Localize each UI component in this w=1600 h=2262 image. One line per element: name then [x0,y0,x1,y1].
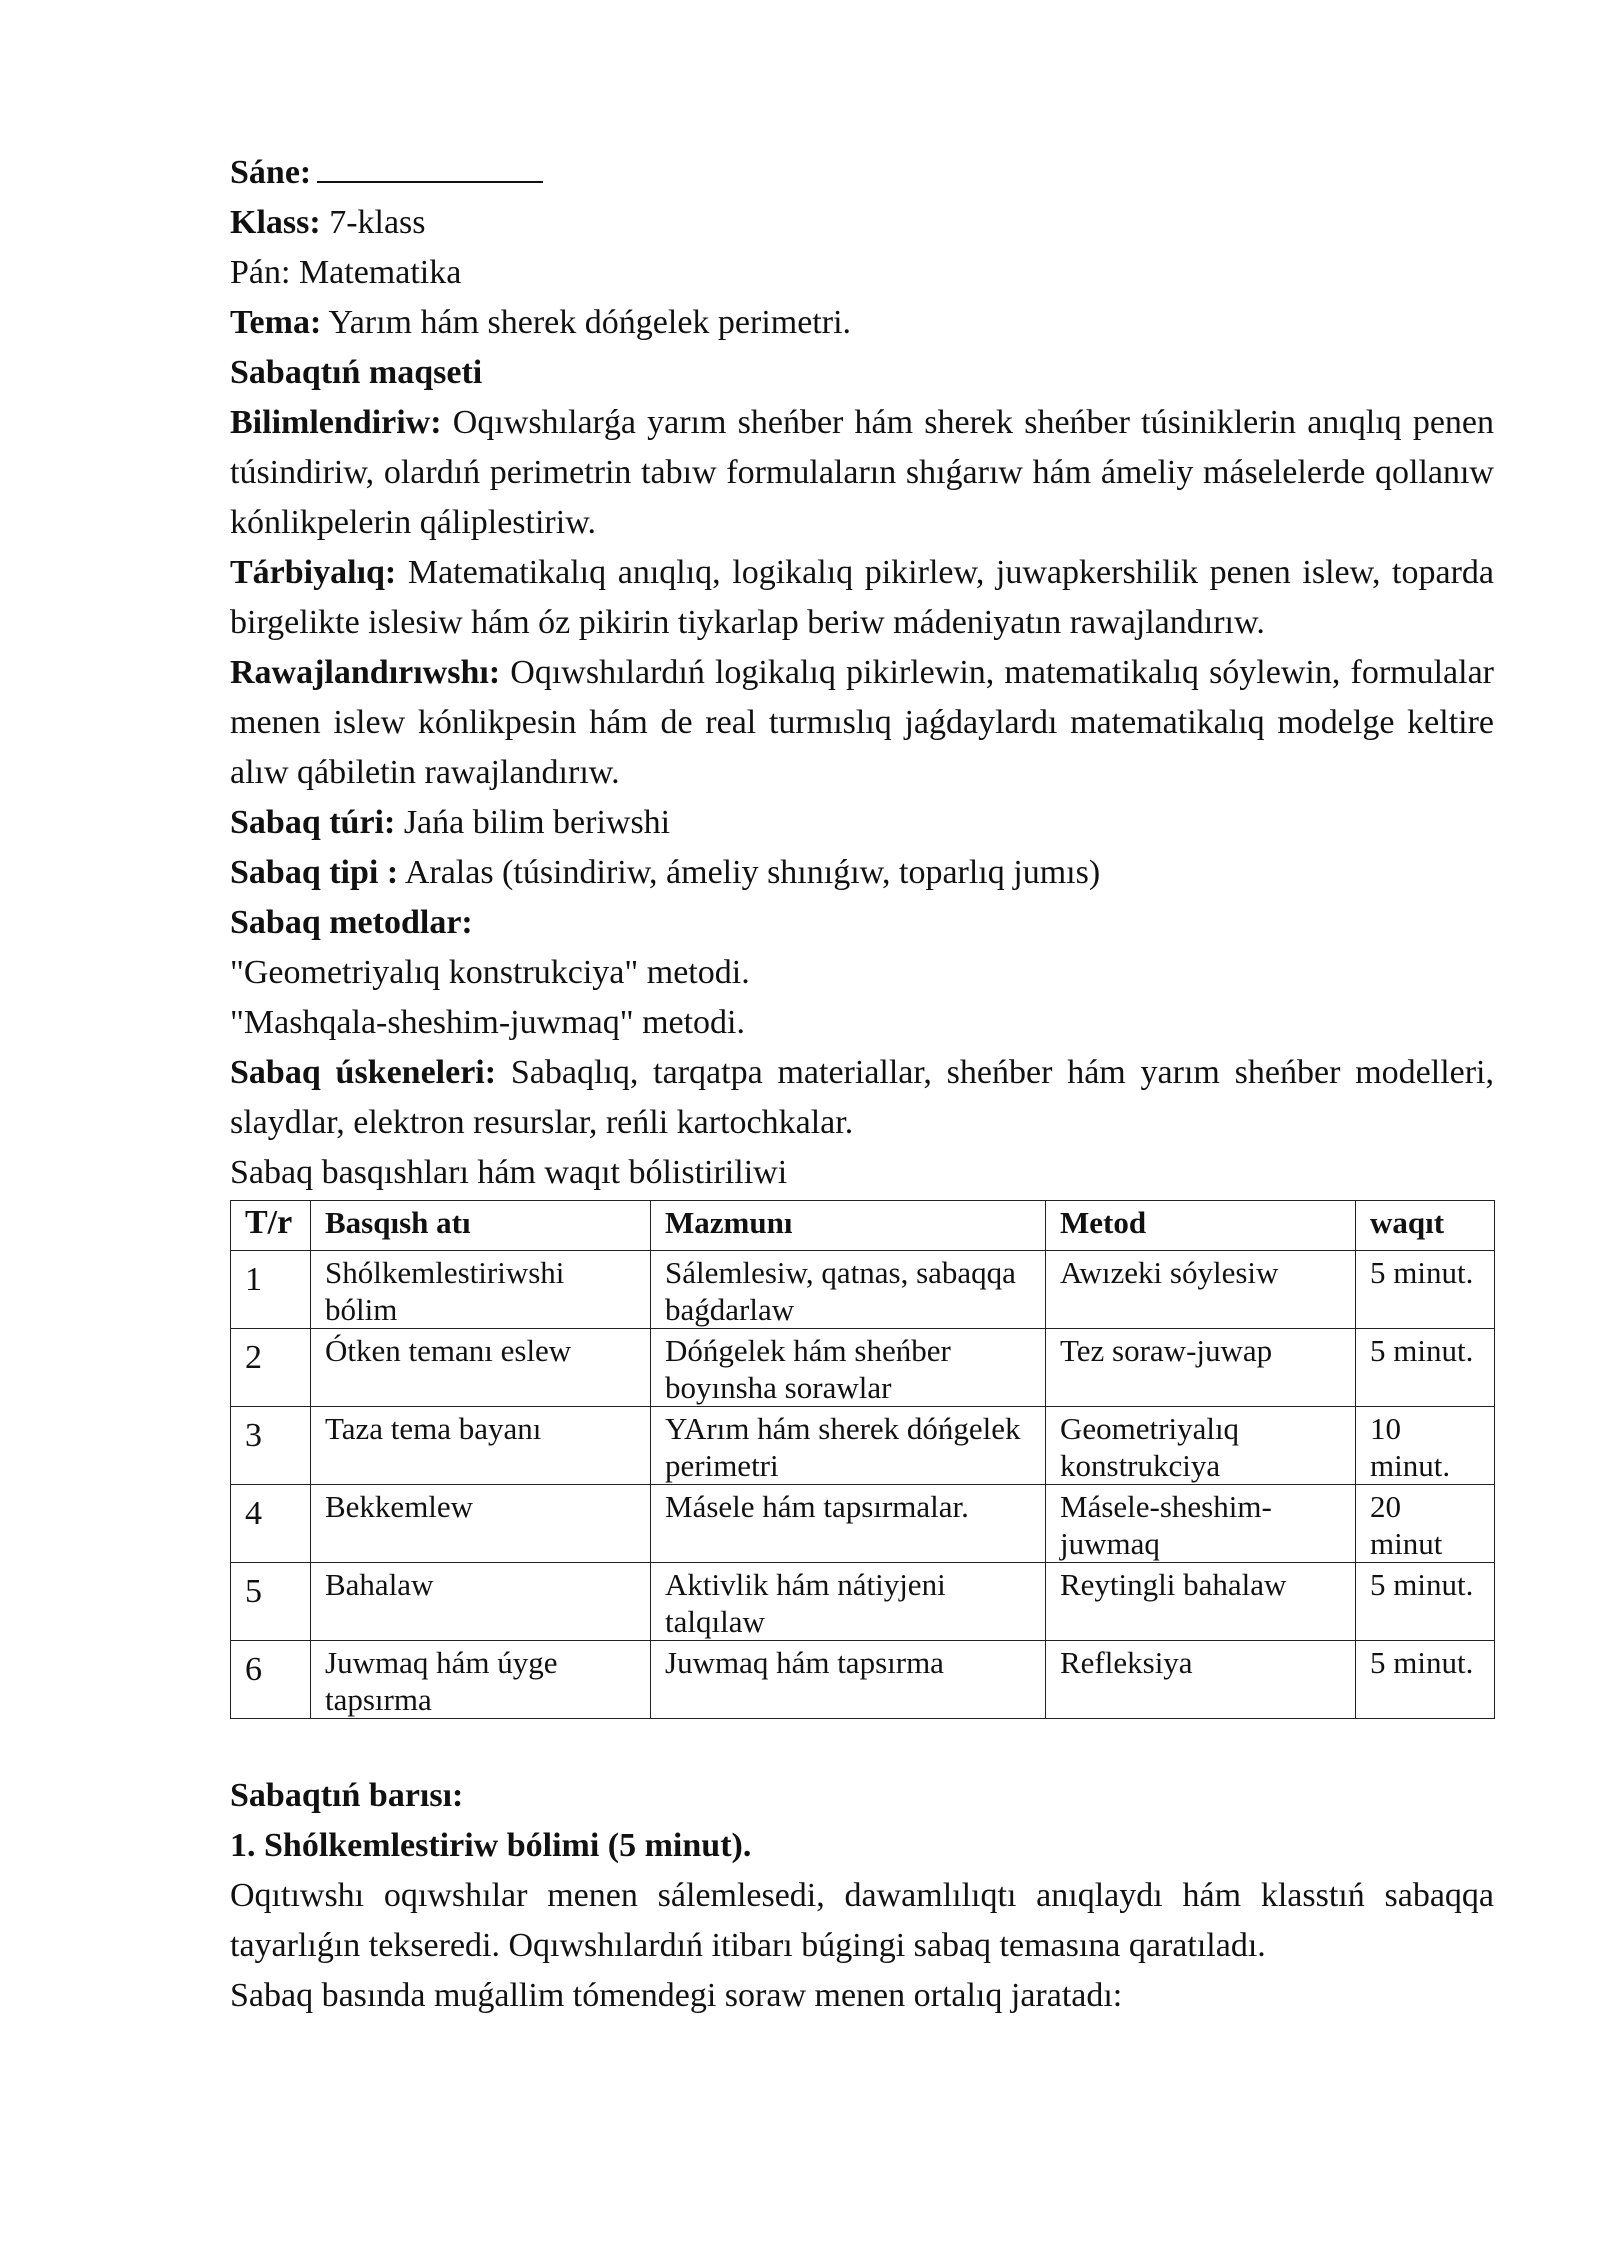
equipment-text: Sabaqlıq, tarqatpa materiallar, sheńber hám yarım sheńber modelleri, slaydlar, elektron resurslar, reńli kartochkalar. [230,1054,1495,1141]
goal-development [230,648,1494,798]
table-cell: 5 minut. [1356,1329,1495,1407]
date-line [230,148,1494,198]
table-caption: Sabaq basqıshları hám waqıt bólistiriliwi [230,1154,788,1191]
table-cell: Másele hám tapsırmalar. [651,1485,1046,1563]
topic-label: Tema: [230,304,322,341]
table-cell: YArım hám sherek dóńgelek perimetri [651,1407,1046,1485]
date-blank [317,151,543,183]
goal-education [230,398,1494,548]
topic-line [230,298,1494,348]
table-row [231,1485,1495,1563]
table-row [231,1251,1495,1329]
methods-heading: Sabaq metodlar: [230,904,473,941]
table-cell: 3 [231,1407,311,1485]
lesson-type-value: Jańa bilim beriwshi [403,804,671,841]
progress-heading: Sabaqtıń barısı: [230,1777,464,1814]
table-header-cell: Metod [1046,1201,1356,1251]
table-row [231,1329,1495,1407]
table-header-cell: Basqısh atı [311,1201,651,1251]
table-row [231,1641,1495,1719]
table-cell: Awızeki sóylesiw [1046,1251,1356,1329]
lesson-stages-table [230,1200,1495,1719]
table-cell: 20 minut [1356,1485,1495,1563]
table-cell: Dóńgelek hám sheńber boyınsha sorawlar [651,1329,1046,1407]
table-cell: Sálemlesiw, qatnas, sabaqqa baǵdarlaw [651,1251,1046,1329]
goal-education-label: Bilimlendiriw: [230,404,442,441]
table-header-cell: waqıt [1356,1201,1495,1251]
goal-upbringing-text: Matematikalıq anıqlıq, logikalıq pikirlew, juwapkershilik penen islew, toparda birgelikte islesiw hám óz pikirin tiykarlap beriw mádeniyatın rawajlandırıw. [230,554,1494,641]
table-cell: Geometriyalıq konstrukciya [1046,1407,1356,1485]
table-cell: Refleksiya [1046,1641,1356,1719]
equipment-label: Sabaq úskeneleri: [230,1054,497,1091]
lesson-plan-page [230,148,1494,2021]
method-item: "Geometriyalıq konstrukciya" metodi. [230,954,750,991]
progress-paragraph: Sabaq basında muǵallim tómendegi soraw menen ortalıq jaratadı: [230,1977,1123,2014]
table-cell: 4 [231,1485,311,1563]
method-item: "Mashqala-sheshim-juwmaq" metodi. [230,1004,745,1041]
table-cell: Taza tema bayanı [311,1407,651,1485]
table-row [231,1563,1495,1641]
table-header-cell: Mazmunı [651,1201,1046,1251]
table-cell: Tez soraw-juwap [1046,1329,1356,1407]
goal-upbringing [230,548,1494,648]
table-cell: 5 minut. [1356,1563,1495,1641]
class-label: Klass: [230,204,321,241]
table-header-cell: T/r [231,1201,311,1251]
goals-heading: Sabaqtıń maqseti [230,354,483,391]
equipment [230,1048,1494,1148]
goal-development-text: Oqıwshılardıń logikalıq pikirlewin, matematikalıq sóylewin, formulalar menen islew kónlikpesin hám de real turmıslıq jaǵdaylardı matematikalıq modelge keltire alıw qábiletin rawajlandırıw. [230,654,1494,791]
table-cell: Reytingli bahalaw [1046,1563,1356,1641]
goal-development-label: Rawajlandırıwshı: [230,654,501,691]
lesson-kind-value: Aralas (túsindiriw, ámeliy shınıǵıw, toparlıq jumıs) [404,854,1101,891]
table-cell: 10 minut. [1356,1407,1495,1485]
table-cell: Ótken temanı eslew [311,1329,651,1407]
goal-upbringing-label: Tárbiyalıq: [230,554,397,591]
class-line [230,198,1494,248]
lesson-kind-label: Sabaq tipi : [230,854,399,891]
table-cell: Juwmaq hám úyge tapsırma [311,1641,651,1719]
table-cell: Bahalaw [311,1563,651,1641]
table-row [231,1407,1495,1485]
topic-value: Yarım hám sherek dóńgelek perimetri. [328,304,852,341]
table-header-row [231,1201,1495,1251]
lesson-type [230,798,1494,848]
table-cell: Shólkemlestiriwshi bólim [311,1251,651,1329]
table-cell: 5 minut. [1356,1251,1495,1329]
table-cell: 5 minut. [1356,1641,1495,1719]
table-cell: Másele-sheshim-juwmaq [1046,1485,1356,1563]
table-cell: Bekkemlew [311,1485,651,1563]
goal-education-text: Oqıwshılarǵa yarım sheńber hám sherek sheńber túsiniklerin anıqlıq penen túsindiriw, olardıń perimetrin tabıw formulaların shıǵarıw hám ámeliy máselelerde qollanıw kónlikpelerin qáliplestiriw. [230,404,1495,541]
progress-paragraph: Oqıtıwshı oqıwshılar menen sálemlesedi, dawamlılıqtı anıqlaydı hám klasstıń sabaqqa tayarlıǵın tekseredi. Oqıwshılardıń itibarı búgingi sabaq temasına qaratıladı. [230,1877,1494,1964]
subject-line: Pán: Matematika [230,254,462,291]
lesson-type-label: Sabaq túri: [230,804,396,841]
table-cell: 2 [231,1329,311,1407]
step-title: 1. Shólkemlestiriw bólimi (5 minut). [230,1827,752,1864]
table-cell: Juwmaq hám tapsırma [651,1641,1046,1719]
section-gap [230,1719,1494,1771]
table-cell: Aktivlik hám nátiyjeni talqılaw [651,1563,1046,1641]
table-cell: 1 [231,1251,311,1329]
date-label: Sáne: [230,154,312,191]
class-value: 7-klass [329,204,426,241]
table-cell: 6 [231,1641,311,1719]
lesson-kind [230,848,1494,898]
table-cell: 5 [231,1563,311,1641]
